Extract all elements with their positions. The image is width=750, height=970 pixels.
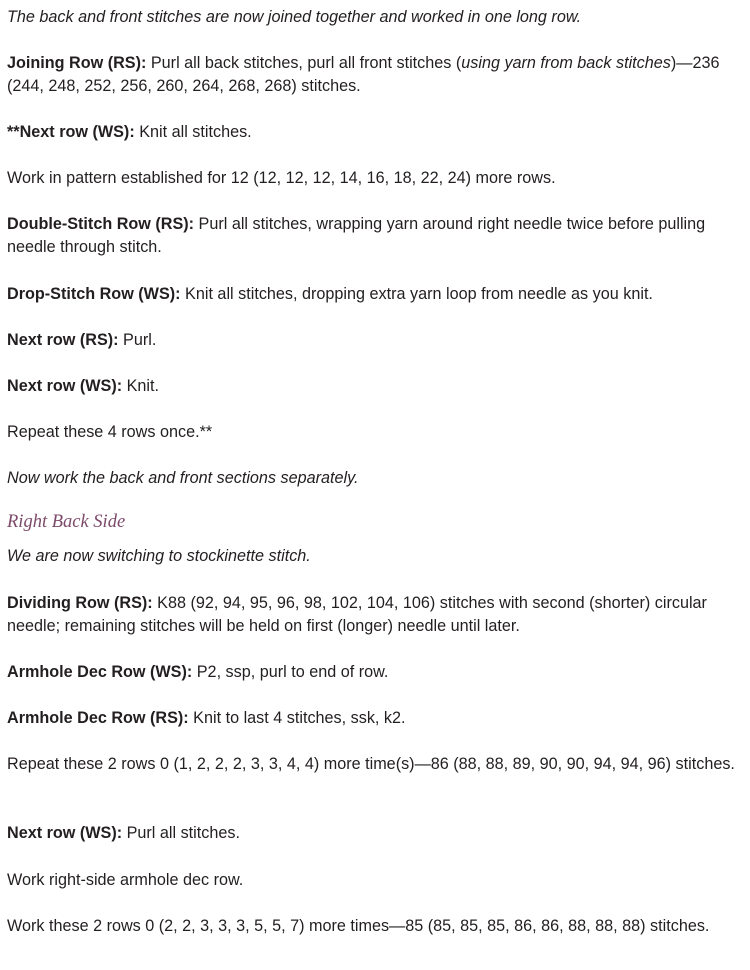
drop-stitch-row bbox=[7, 283, 743, 306]
drop-stitch-row-label: Drop-Stitch Row (WS): bbox=[7, 285, 181, 303]
next-row-rs-label: Next row (RS): bbox=[7, 331, 119, 349]
work-these-rows-text: Work these 2 rows 0 (2, 2, 3, 3, 3, 5, 5, 7) more times—85 (85, 85, 85, 86, 86, 88, 88, 88) stitches. bbox=[7, 917, 710, 935]
armhole-dec-row-rs-text: Knit to last 4 stitches, ssk, k2. bbox=[188, 709, 406, 727]
repeat-4-rows-text: Repeat these 4 rows once.** bbox=[7, 423, 213, 441]
work-separately-text: Now work the back and front sections separately. bbox=[7, 469, 359, 487]
next-row-rs-text: Purl. bbox=[118, 331, 157, 349]
double-stitch-row bbox=[7, 213, 743, 259]
next-row-ws-1-text: Knit all stitches. bbox=[134, 123, 252, 141]
joining-row bbox=[7, 52, 743, 98]
joining-row-text: Purl all back stitches, purl all front stitches ( bbox=[146, 54, 462, 72]
armhole-dec-row-rs bbox=[7, 707, 743, 730]
next-row-ws-2-text: Knit. bbox=[122, 377, 159, 395]
work-right-side-text: Work right-side armhole dec row. bbox=[7, 871, 244, 889]
double-stitch-row-text: Purl all stitches, wrapping yarn around right needle twice before pulling needle through stitch. bbox=[7, 215, 706, 256]
next-row-ws-1 bbox=[7, 121, 743, 144]
joining-row-italic: using yarn from back stitches bbox=[461, 54, 671, 72]
repeat-2-rows-text: Repeat these 2 rows 0 (1, 2, 2, 2, 3, 3, 4, 4) more time(s)—86 (88, 88, 89, 90, 90, 94, 94, 96) stitches. bbox=[7, 755, 735, 773]
dividing-row bbox=[7, 592, 743, 638]
section-heading-right-back-side: Right Back Side bbox=[7, 512, 126, 532]
next-row-ws-purl bbox=[7, 822, 743, 845]
armhole-dec-row-ws-label: Armhole Dec Row (WS): bbox=[7, 663, 193, 681]
joining-row-label: Joining Row (RS): bbox=[7, 54, 147, 72]
armhole-dec-row-ws bbox=[7, 661, 743, 684]
armhole-dec-row-ws-text: P2, ssp, purl to end of row. bbox=[192, 663, 389, 681]
next-row-ws-1-prefix: ** bbox=[7, 123, 20, 141]
double-stitch-row-label: Double-Stitch Row (RS): bbox=[7, 215, 195, 233]
drop-stitch-row-text: Knit all stitches, dropping extra yarn loop from needle as you knit. bbox=[180, 285, 653, 303]
work-pattern-text: Work in pattern established for 12 (12, 12, 12, 14, 16, 18, 22, 24) more rows. bbox=[7, 169, 556, 187]
dividing-row-label: Dividing Row (RS): bbox=[7, 594, 153, 612]
next-row-ws-purl-text: Purl all stitches. bbox=[122, 824, 240, 842]
next-row-rs bbox=[7, 329, 743, 352]
armhole-dec-row-rs-label: Armhole Dec Row (RS): bbox=[7, 709, 189, 727]
next-row-ws-purl-label: Next row (WS): bbox=[7, 824, 123, 842]
dividing-row-text: K88 (92, 94, 95, 96, 98, 102, 104, 106) stitches with second (shorter) circular needle; remaining stitches will be held on first (longer) needle until later. bbox=[7, 594, 707, 635]
next-row-ws-2-label: Next row (WS): bbox=[7, 377, 123, 395]
joining-row-text-end: )—236 (244, 248, 252, 256, 260, 264, 268, 268) stitches. bbox=[7, 54, 720, 95]
intro-text: The back and front stitches are now joined together and worked in one long row. bbox=[7, 8, 582, 26]
section-intro-text: We are now switching to stockinette stitch. bbox=[7, 547, 311, 565]
next-row-ws-2 bbox=[7, 375, 743, 398]
next-row-ws-1-label: Next row (WS): bbox=[19, 123, 135, 141]
